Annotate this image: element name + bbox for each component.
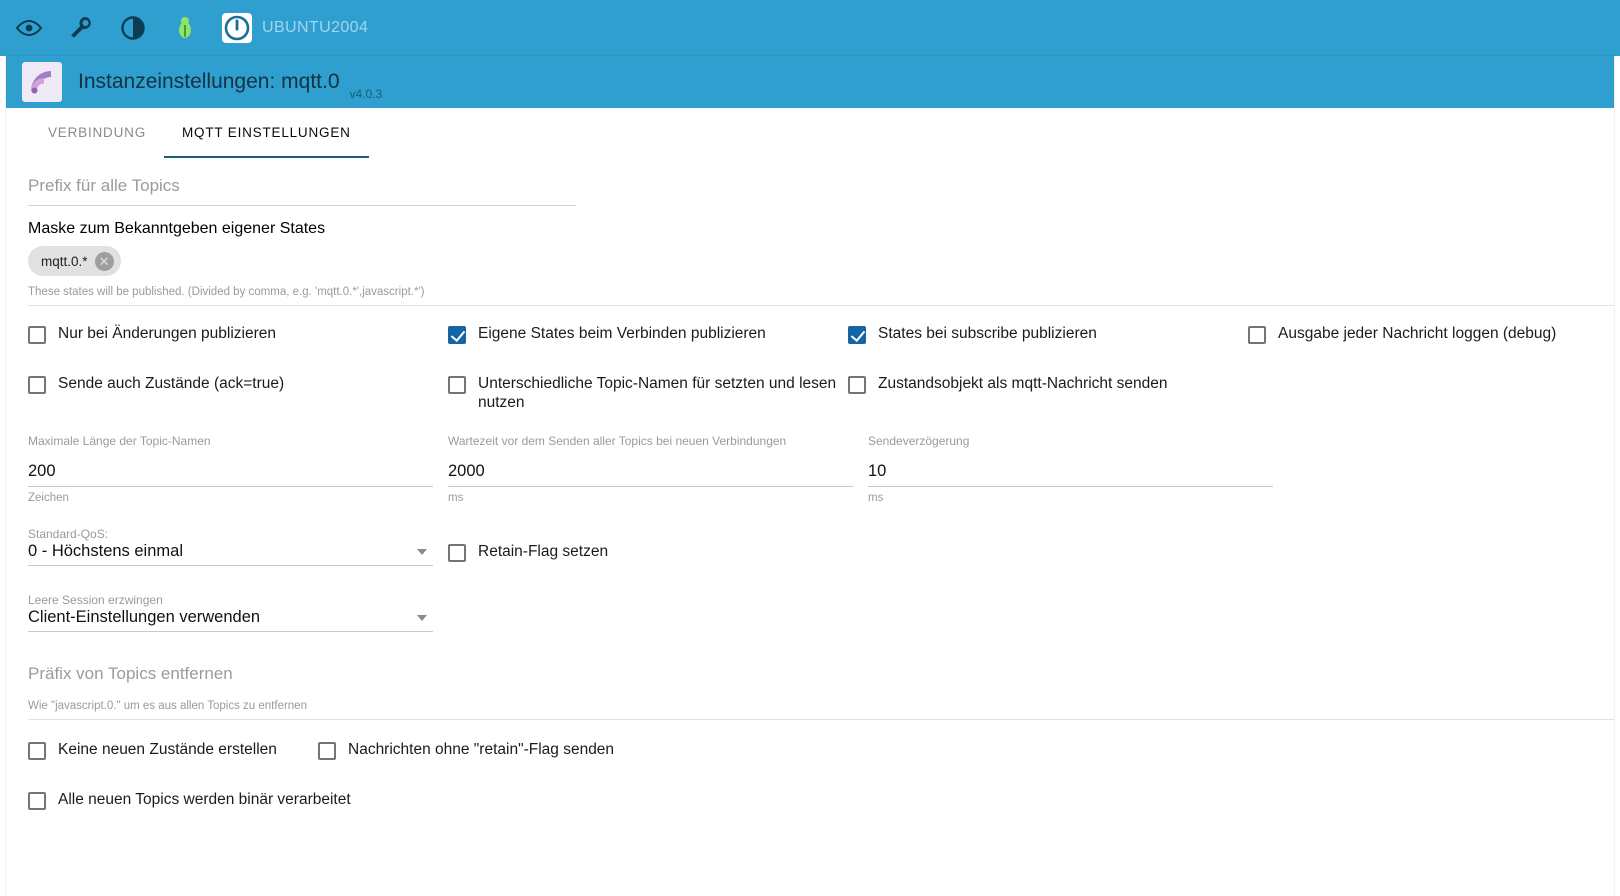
checkbox-box[interactable] [848,376,866,394]
checkbox-nur-bei-aenderungen[interactable] [28,324,448,356]
instance-settings-window [6,56,1614,896]
checkbox-keine-neuen-zustaende[interactable] [28,740,318,772]
tab-verbindung[interactable]: VERBINDUNG [48,124,147,140]
settings-form [6,158,1614,822]
field-label: Maximale Länge der Topic-Namen [28,434,211,448]
mask-label: Maske zum Bekanntgeben eigener States [28,220,326,237]
field-value[interactable]: 2000 [448,462,853,487]
checkbox-label: Zustandsobjekt als mqtt-Nachricht senden [878,375,1168,392]
field-value[interactable]: 10 [868,462,1273,487]
checkbox-label: Retain-Flag setzen [478,543,609,560]
checkbox-ausgabe-jeder-nachricht-loggen[interactable] [1248,324,1592,356]
contrast-icon[interactable] [118,13,148,43]
checkbox-sende-auch-zustaende[interactable] [28,374,448,406]
checkbox-retain-flag-setzen[interactable] [448,542,1592,574]
checkbox-row-1 [28,324,1592,356]
host-name: UBUNTU2004 [262,19,369,36]
checkbox-nachrichten-ohne-retain[interactable] [318,740,1592,772]
field-max-topic-length[interactable] [28,434,433,504]
field-label: Wartezeit vor dem Senden aller Topics bei neuen Verbindungen [448,434,787,448]
numeric-fields-row [28,434,1592,504]
field-unit: ms [868,492,884,504]
power-icon[interactable] [222,13,252,43]
checkbox-label: Unterschiedliche Topic-Namen für setzten und lesen nutzen [478,375,837,411]
checkbox-box[interactable] [448,326,466,344]
eye-icon[interactable] [14,13,44,43]
tab-mqtt-einstellungen[interactable]: MQTT EINSTELLUNGEN [164,108,369,158]
checkbox-label: Sende auch Zustände (ack=true) [58,375,285,392]
prefix-input-placeholder[interactable]: Prefix für alle Topics [28,176,576,206]
checkbox-box[interactable] [28,742,46,760]
mask-chip-label: mqtt.0.* [41,253,88,269]
remove-prefix-helper: Wie "javascript.0." um es aus allen Topics zu entfernen [28,688,1614,720]
version-label: v4.0.3 [349,87,383,101]
checkbox-row-2 [28,374,1592,412]
checkbox-box[interactable] [28,326,46,344]
wrench-icon[interactable] [66,13,96,43]
bug-icon[interactable] [170,13,200,43]
remove-prefix-field[interactable] [28,664,1592,720]
os-topbar [0,0,1620,56]
checkbox-unterschiedliche-topic-namen[interactable] [448,374,848,412]
field-send-delay-new-connections[interactable] [448,434,853,504]
select-label: Standard-QoS: [28,527,109,541]
field-unit: Zeichen [28,492,69,504]
field-unit: ms [448,492,464,504]
checkbox-alle-neuen-topics-binaer[interactable] [28,790,1592,822]
page-title: Instanzeinstellungen: mqtt.0 [78,70,340,93]
remove-prefix-placeholder[interactable]: Präfix von Topics entfernen [28,664,233,683]
select-leere-session-erzwingen[interactable] [28,592,433,632]
mask-chip[interactable] [28,246,121,276]
checkbox-label: Ausgabe jeder Nachricht loggen (debug) [1278,325,1557,342]
field-value[interactable]: 200 [28,462,433,487]
checkbox-zustandsobjekt-als-mqtt-nachricht[interactable] [848,374,1248,406]
host-indicator[interactable] [222,13,368,43]
field-label: Sendeverzögerung [868,434,970,448]
select-label: Leere Session erzwingen [28,593,163,607]
checkbox-label: Nur bei Änderungen publizieren [58,325,277,342]
close-icon[interactable]: ✕ [95,252,114,271]
select-standard-qos[interactable] [28,526,433,566]
checkbox-box[interactable] [448,544,466,562]
checkbox-box[interactable] [318,742,336,760]
checkbox-box[interactable] [1248,326,1266,344]
checkbox-label: Nachrichten ohne "retain"-Flag senden [348,741,615,758]
checkbox-box[interactable] [848,326,866,344]
chevron-down-icon[interactable] [417,549,427,555]
checkbox-label: Eigene States beim Verbinden publizieren [478,325,766,342]
checkbox-label: States bei subscribe publizieren [878,325,1097,342]
checkbox-label: Keine neuen Zustände erstellen [58,741,277,758]
checkbox-box[interactable] [28,792,46,810]
select-value: 0 - Höchstens einmal [28,542,183,560]
checkbox-states-bei-subscribe[interactable] [848,324,1248,356]
mask-helper-text: These states will be published. (Divided by comma, e.g. 'mqtt.0.*',javascript.*') [28,276,1614,306]
checkbox-box[interactable] [448,376,466,394]
tab-bar [6,108,1614,158]
checkbox-box[interactable] [28,376,46,394]
selects-area [28,526,1592,658]
prefix-field[interactable] [28,176,576,206]
checkbox-eigene-states-beim-verbinden[interactable] [448,324,848,356]
checkbox-row-bottom-2 [28,790,1592,822]
select-value: Client-Einstellungen verwenden [28,608,261,626]
field-sendeverzoegerung[interactable] [868,434,1273,504]
checkbox-row-bottom [28,740,1592,772]
mqtt-adapter-logo-icon [22,62,62,102]
mask-field [28,220,1592,306]
chevron-down-icon[interactable] [417,615,427,621]
window-header [6,56,1614,108]
checkbox-label: Alle neuen Topics werden binär verarbeitet [58,791,351,808]
